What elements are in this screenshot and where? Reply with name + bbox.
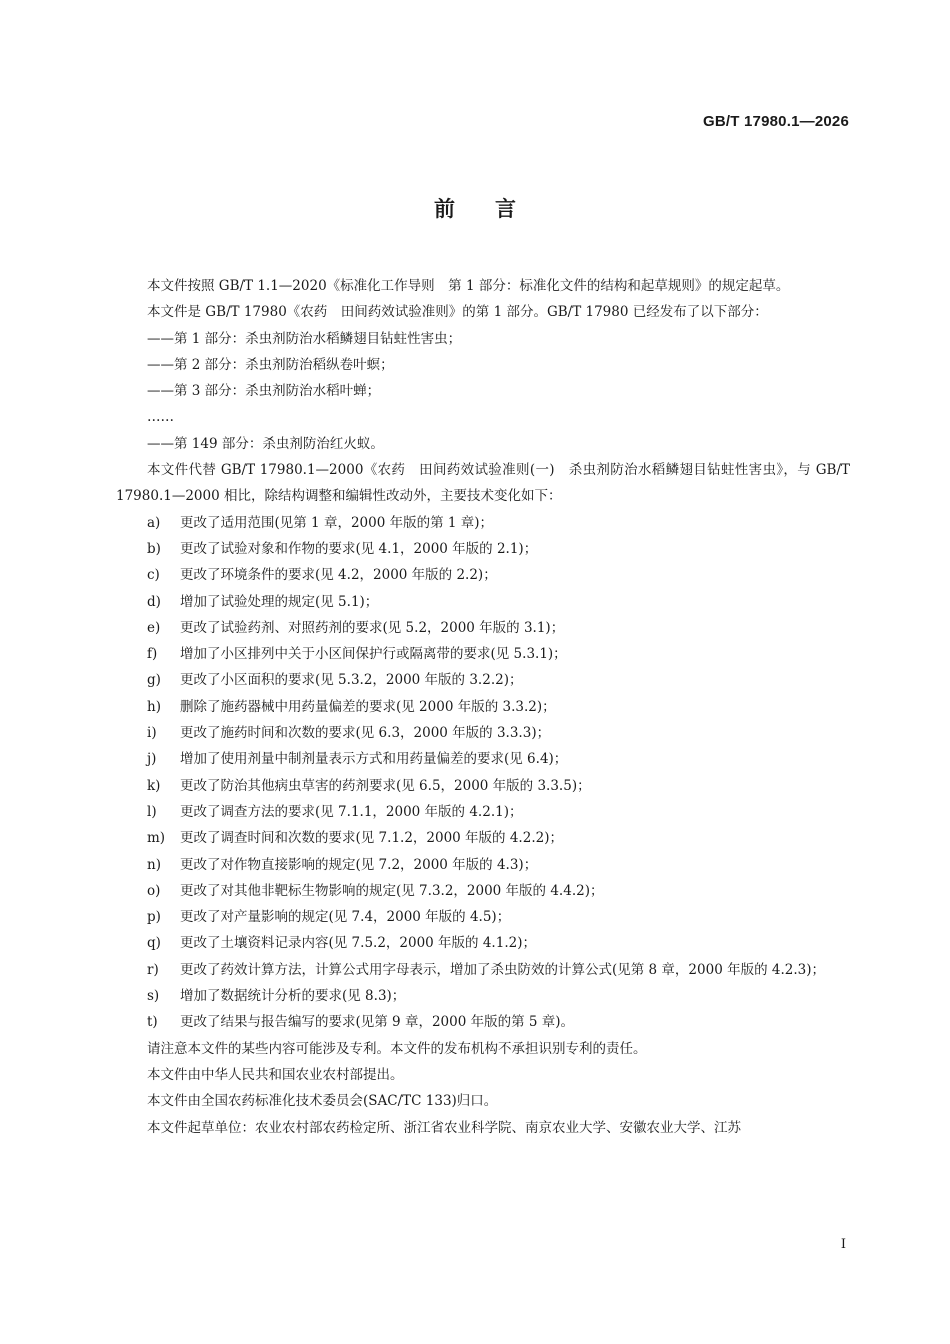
change-list-item (116, 589, 850, 615)
change-text: 增加了试验处理的规定(见 5.1)； (180, 593, 379, 610)
changes-list (116, 510, 850, 1036)
change-text: 增加了使用剂量中制剂量表示方式和用药量偏差的要求(见 6.4)； (180, 751, 568, 768)
standard-code: GB/T 17980.1—2026 (703, 113, 849, 130)
change-list-item (116, 641, 850, 667)
change-text: 增加了小区排列中关于小区间保护行或隔离带的要求(见 5.3.1)； (180, 646, 567, 663)
change-list-item (116, 957, 850, 983)
change-list-item (116, 904, 850, 930)
change-text: 更改了药效计算方法，计算公式用字母表示，增加了杀虫防效的计算公式(见第 8 章，2000 年版的 4.2.3)； (180, 961, 825, 978)
change-list-item (116, 878, 850, 904)
change-text: 更改了防治其他病虫草害的药剂要求(见 6.5，2000 年版的 3.3.5)； (180, 777, 591, 794)
change-text: 更改了对其他非靶标生物影响的规定(见 7.3.2，2000 年版的 4.4.2)； (180, 882, 604, 899)
change-list-item (116, 536, 850, 562)
change-list-item (116, 825, 850, 851)
list-marker: q) (147, 935, 161, 952)
change-text: 更改了调查方法的要求(见 7.1.1，2000 年版的 4.2.1)； (180, 803, 523, 820)
page-number: I (840, 1237, 846, 1252)
list-marker: h) (147, 698, 161, 715)
change-list-item (116, 773, 850, 799)
list-marker: j) (147, 751, 157, 768)
intro-paragraph: 本文件按照 GB/T 1.1—2020《标准化工作导则 第 1 部分：标准化文件的结构和起草规则》的规定起草。 (147, 278, 790, 294)
list-marker: a) (147, 514, 161, 531)
document-body (116, 273, 850, 1141)
change-text: 更改了土壤资料记录内容(见 7.5.2，2000 年版的 4.1.2)； (180, 935, 536, 952)
intro-paragraph: 本文件是 GB/T 17980《农药 田间药效试验准则》的第 1 部分。GB/T 17980 已经发布了以下部分： (147, 304, 768, 321)
change-text: 更改了试验对象和作物的要求(见 4.1，2000 年版的 2.1)； (180, 540, 538, 557)
change-text: 更改了施药时间和次数的要求(见 6.3，2000 年版的 3.3.3)； (180, 725, 551, 742)
change-list-item (116, 799, 850, 825)
change-list-item (116, 746, 850, 772)
change-text: 更改了调查时间和次数的要求(见 7.1.2，2000 年版的 4.2.2)； (180, 830, 563, 847)
list-marker: n) (147, 856, 161, 873)
change-text: 更改了结果与报告编写的要求(见第 9 章，2000 年版的第 5 章)。 (180, 1014, 575, 1031)
page-title: 前言 (434, 197, 556, 221)
change-list-item (116, 983, 850, 1009)
list-marker: m) (147, 830, 166, 847)
list-marker: s) (147, 988, 160, 1005)
change-text: 更改了环境条件的要求(见 4.2，2000 年版的 2.2)； (180, 567, 497, 584)
list-marker: o) (147, 882, 161, 899)
change-list-item (116, 615, 850, 641)
list-marker: c) (147, 567, 160, 584)
change-list-item (116, 852, 850, 878)
change-text: 更改了试验药剂、对照药剂的要求(见 5.2，2000 年版的 3.1)； (180, 619, 565, 636)
list-marker: f) (147, 646, 158, 663)
drafting-units: 本文件起草单位：农业农村部农药检定所、浙江省农业科学院、南京农业大学、安徽农业大学、江苏 (147, 1119, 741, 1136)
change-text: 增加了数据统计分析的要求(见 8.3)； (180, 988, 406, 1005)
parts-list-item: ——第 3 部分：杀虫剂防治水稻叶蝉； (147, 383, 381, 400)
replacement-paragraph: 本文件代替 GB/T 17980.1—2000《农药 田间药效试验准则(一) 杀虫剂防治水稻鳞翅目钻蛀性害虫》，与 GB/T 17980.1—2000 相比，除结构调整和编辑性改动外，主要技术变化如下： (116, 462, 850, 505)
list-marker: t) (147, 1014, 158, 1031)
change-list-item (116, 720, 850, 746)
list-marker: d) (147, 593, 161, 610)
change-list-item (116, 930, 850, 956)
change-list-item (116, 1009, 850, 1035)
change-list-item (116, 562, 850, 588)
change-list-item (116, 510, 850, 536)
list-marker: b) (147, 540, 161, 557)
list-marker: l) (147, 803, 157, 820)
list-marker: p) (147, 909, 161, 926)
change-text: 更改了适用范围(见第 1 章，2000 年版的第 1 章)； (180, 514, 494, 531)
patent-notice: 请注意本文件的某些内容可能涉及专利。本文件的发布机构不承担识别专利的责任。 (147, 1040, 647, 1057)
parts-list-ellipsis: …… (147, 409, 174, 426)
list-marker: i) (147, 725, 157, 742)
change-text: 更改了对产量影响的规定(见 7.4，2000 年版的 4.5)； (180, 909, 511, 926)
parts-list-item: ——第 1 部分：杀虫剂防治水稻鳞翅目钻蛀性害虫； (147, 330, 462, 347)
change-text: 更改了对作物直接影响的规定(见 7.2，2000 年版的 4.3)； (180, 856, 538, 873)
list-marker: k) (147, 777, 161, 794)
change-list-item (116, 667, 850, 693)
parts-list (116, 326, 850, 457)
change-list-item (116, 694, 850, 720)
list-marker: e) (147, 619, 161, 636)
parts-list-item: ——第 2 部分：杀虫剂防治稻纵卷叶螟； (147, 356, 394, 373)
list-marker: g) (147, 672, 161, 689)
change-text: 删除了施药器械中用药量偏差的要求(见 2000 年版的 3.3.2)； (180, 698, 556, 715)
change-text: 更改了小区面积的要求(见 5.3.2，2000 年版的 3.2.2)； (180, 672, 523, 689)
list-marker: r) (147, 961, 159, 978)
committee-statement: 本文件由全国农药标准化技术委员会(SAC/TC 133)归口。 (147, 1093, 498, 1110)
parts-list-item: ——第 149 部分：杀虫剂防治红火蚁。 (147, 435, 384, 452)
proposer-statement: 本文件由中华人民共和国农业农村部提出。 (147, 1066, 404, 1083)
